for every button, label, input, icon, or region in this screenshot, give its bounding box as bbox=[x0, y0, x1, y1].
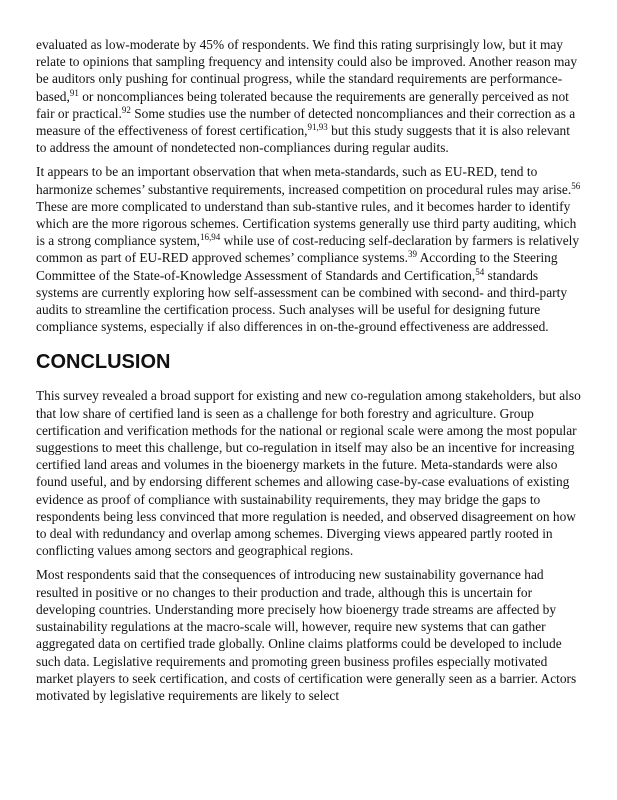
citation-ref: 54 bbox=[475, 266, 485, 277]
text-run: According to the Steering Committee of the State-of-Knowledge Assessment of Standards and Certification, bbox=[36, 250, 558, 283]
document-page bbox=[36, 36, 581, 711]
text-run: while use of cost-reducing self-declaration by farmers is relatively common as part of EU-RED approved schemes’ compliance systems. bbox=[36, 233, 580, 266]
text-run: Some studies use the number of detected noncompliances and their correction as a measure of the effectiveness of forest certification, bbox=[36, 105, 576, 139]
citation-ref: 91,93 bbox=[307, 122, 328, 133]
citation-ref: 39 bbox=[407, 249, 417, 260]
citation-ref: 91 bbox=[69, 87, 79, 98]
paragraph-audit-effectiveness bbox=[36, 36, 581, 156]
paragraph-meta-standards bbox=[36, 163, 581, 335]
text-run: evaluated as low-moderate by 45% of respondents. We find this rating surprisingly low, but it may relate to opinions that sampling frequency and intensity could also be improved. Another reason may be auditors only pushing for continual progress, while the standard requirements are performance-based, bbox=[36, 37, 578, 104]
text-run: standards systems are currently exploring how self-assessment can be combined with second- and third-party audits to streamline the certification process. Such analyses will be useful for designing future compliance systems, especially if also differences in on-the-ground effectiveness are addressed. bbox=[36, 267, 568, 335]
citation-ref: 92 bbox=[121, 104, 131, 115]
text-run: These are more complicated to understand than sub-stantive rules, and it becomes harder to identify which are the more rigorous schemes. Certification systems generally use third party auditing, which is a strong compliance system, bbox=[36, 198, 577, 249]
section-heading-conclusion: CONCLUSION bbox=[36, 351, 171, 374]
text-run: It appears to be an important observation that when meta-standards, such as EU-RED, tend to harmonize schemes’ substantive requirements, increased competition on procedural rules may arise. bbox=[36, 164, 572, 197]
paragraph-conclusion-1: This survey revealed a broad support for existing and new co-regulation among stakeholders, but also that low share of certified land is seen as a challenge for both forestry and agriculture. Group certification and verification methods for the national or regional scale were among the most popular suggestions to meet this challenge, but co-regulation in itself may also be an incentive for increasing certified land areas and volumes in the bioenergy markets in the future. Meta-standards were also found useful, and by endorsing different schemes and allowing case-by-case evaluations of existing evidence as proof of compliance with sustainability requirements, they may bridge the gaps to respondents being less convinced that more regulation is needed, and observed disagreement on how to deal with redundancy and overlap among schemes. Diverging views appeared partly rooted in conflicting values among sectors and geographical regions. bbox=[36, 388, 581, 559]
text-run: but this study suggests that it is also relevant to address the amount of nondetected non-compliances during regular audits. bbox=[36, 123, 570, 156]
citation-ref: 56 bbox=[571, 180, 581, 191]
citation-ref: 16,94 bbox=[200, 232, 221, 243]
text-run: or noncompliances being tolerated because the requirements are generally perceived as not fair or practical. bbox=[36, 88, 569, 121]
paragraph-conclusion-2: Most respondents said that the consequences of introducing new sustainability governance had resulted in positive or no changes to their production and trade, although this is uncertain for developing countries. Understanding more precisely how bioenergy trade streams are affected by sustainability regulations at the macro-scale will, however, require new systems that can gather aggregated data on certified trade globally. Online claims platforms could be developed to include such data. Legislative requirements and promoting green business profiles especially motivated market players to seek certification, and costs of certification were generally seen as a barrier. Actors motivated by legislative requirements are likely to select bbox=[36, 567, 577, 703]
